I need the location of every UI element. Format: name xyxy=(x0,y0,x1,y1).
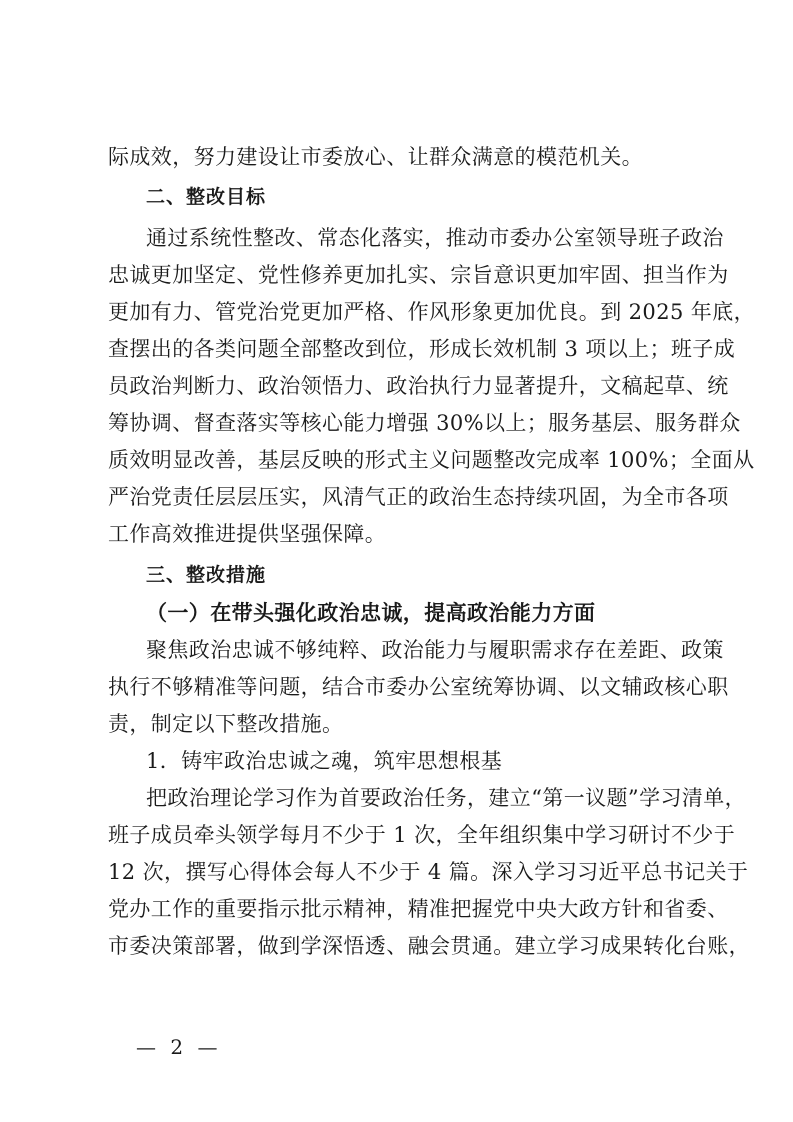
section-heading-measures: 三、整改措施 xyxy=(146,564,267,586)
paragraph-line-7: 员政治判断力、政治领悟力、政治执行力显著提升，文稿起草、统 xyxy=(108,374,729,398)
paragraph-line-9: 质效明显改善，基层反映的形式主义问题整改完成率 100%；全面从 xyxy=(108,448,755,472)
paragraph-line-5: 更加有力、管党治党更加严格、作风形象更加优良。到 2025 年底， xyxy=(108,300,755,324)
paragraph-line-1: 际成效，努力建设让市委放心、让群众满意的模范机关。 xyxy=(108,145,643,169)
paragraph-line-15: 执行不够精准等问题，结合市委办公室统筹协调、以文辅政核心职 xyxy=(108,675,729,699)
paragraph-line-11: 工作高效推进提供坚强保障。 xyxy=(108,522,387,546)
paragraph-line-14: 聚焦政治忠诚不够纯粹、政治能力与履职需求存在差距、政策 xyxy=(146,638,724,662)
paragraph-line-10: 严治党责任层层压实，风清气正的政治生态持续巩固，为全市各项 xyxy=(108,485,729,509)
item-heading-1: 1．铸牢政治忠诚之魂，筑牢思想根基 xyxy=(146,749,503,773)
paragraph-line-3: 通过系统性整改、常态化落实，推动市委办公室领导班子政治 xyxy=(146,226,724,250)
paragraph-line-18: 把政治理论学习作为首要政治任务，建立“第一议题”学习清单， xyxy=(146,786,747,810)
paragraph-line-16: 责，制定以下整改措施。 xyxy=(108,712,344,736)
page-number: — 2 — xyxy=(136,1035,222,1059)
paragraph-line-22: 市委决策部署，做到学深悟透、融会贯通。建立学习成果转化台账， xyxy=(108,934,750,958)
section-heading-targets: 二、整改目标 xyxy=(146,186,267,208)
paragraph-line-20: 12 次，撰写心得体会每人不少于 4 篇。深入学习习近平总书记关于 xyxy=(108,860,749,884)
paragraph-line-8: 筹协调、督查落实等核心能力增强 30%以上；服务基层、服务群众 xyxy=(108,411,741,435)
paragraph-line-21: 党办工作的重要指示批示精神，精准把握党中央大政方针和省委、 xyxy=(108,897,729,921)
subsection-heading-1: （一）在带头强化政治忠诚，提高政治能力方面 xyxy=(146,600,596,625)
paragraph-line-6: 查摆出的各类问题全部整改到位，形成长效机制 3 项以上；班子成 xyxy=(108,337,736,361)
paragraph-line-19: 班子成员牵头领学每月不少于 1 次，全年组织集中学习研讨不少于 xyxy=(108,823,736,847)
paragraph-line-4: 忠诚更加坚定、党性修养更加扎实、宗旨意识更加牢固、担当作为 xyxy=(108,263,729,287)
